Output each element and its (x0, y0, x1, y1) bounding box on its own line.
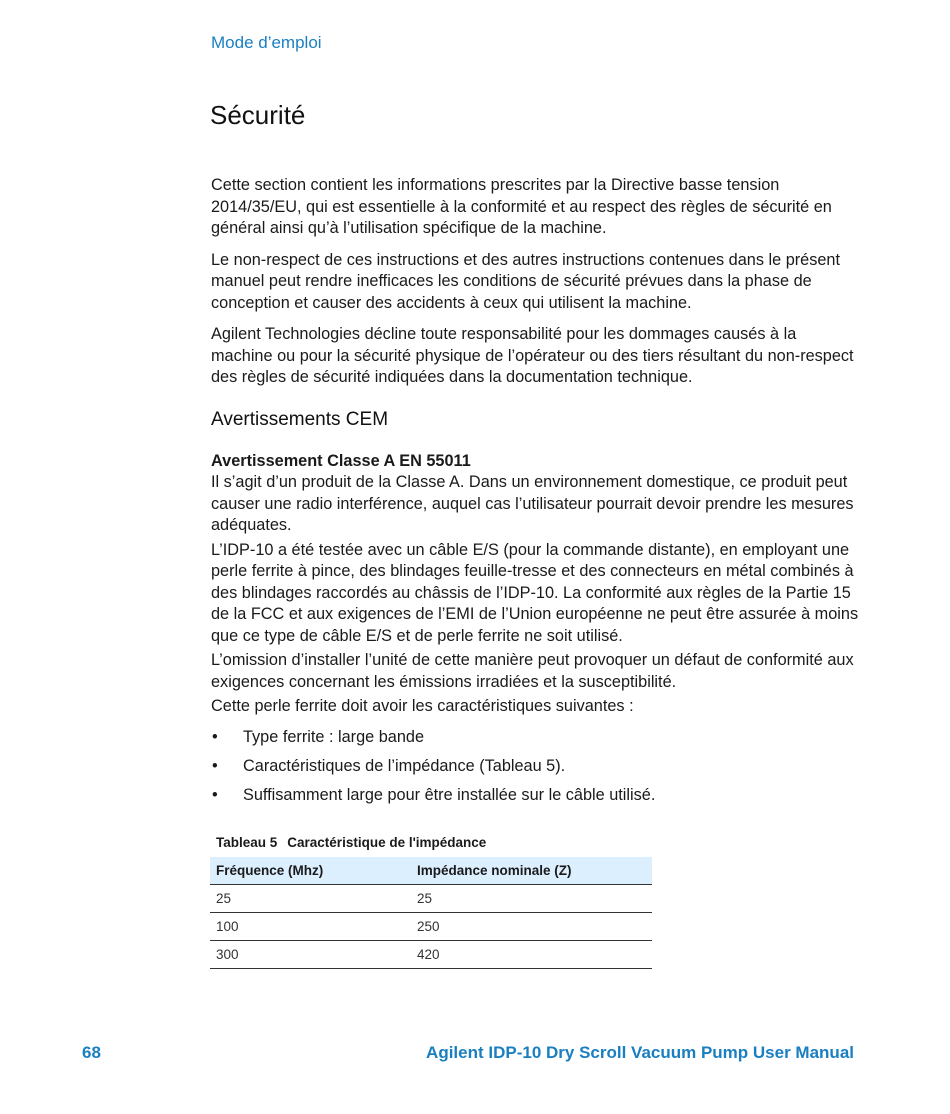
table-row (210, 913, 652, 941)
table-caption (216, 835, 486, 850)
table-cell-impedance: 420 (411, 941, 652, 969)
table-cell-frequency: 300 (210, 941, 411, 969)
sub-heading-class-a: Avertissement Classe A EN 55011 (211, 452, 471, 470)
bullet-icon: • (212, 727, 218, 746)
intro-paragraph: Le non-respect de ces instructions et des autres instructions contenues dans le présent manuel peut rendre inefficaces les conditions de sécurité prévues dans la phase de conception et causer des accidents à ceux qui utilisent la machine. (211, 250, 840, 312)
page-number: 68 (82, 1043, 101, 1062)
bullet-icon: • (212, 785, 218, 804)
column-header-impedance: Impédance nominale (Z) (411, 857, 652, 885)
table-number: Tableau 5 (216, 835, 278, 850)
emc-paragraph: L’omission d’installer l’unité de cette manière peut provoquer un défaut de conformité aux exigences concernant les émissions irradiées et la susceptibilité. (211, 651, 854, 691)
ferrite-requirements-list (211, 726, 861, 806)
intro-paragraph: Cette section contient les informations prescrites par la Directive basse tension 2014/35/EU, qui est essentielle à la conformité et au respect des règles de sécurité en général ainsi qu’à l’utilisation spécifique de la machine. (211, 176, 832, 237)
running-header: Mode d’emploi (211, 33, 322, 52)
table-title: Caractéristique de l'impédance (287, 835, 487, 850)
manual-title: Agilent IDP-10 Dry Scroll Vacuum Pump User Manual (426, 1043, 854, 1062)
column-header-frequency: Fréquence (Mhz) (210, 857, 411, 885)
list-item (211, 784, 861, 806)
main-content (211, 175, 861, 813)
table-header-row (210, 857, 652, 885)
table-row (210, 885, 652, 913)
emc-paragraph: Cette perle ferrite doit avoir les caractéristiques suivantes : (211, 697, 634, 715)
intro-paragraph: Agilent Technologies décline toute responsabilité pour les dommages causés à la machine ou pour la sécurité physique de l’opérateur ou des tiers résultant du non-respect des règles de sécurité indiquées dans la documentation technique. (211, 325, 854, 386)
section-heading-emc: Avertissements CEM (211, 408, 389, 430)
list-item (211, 755, 861, 777)
emc-paragraph: Il s’agit d’un produit de la Classe A. Dans un environnement domestique, ce produit peut causer une radio interférence, auquel cas l’utilisateur pourrait devoir prendre les mesures adéquates. (211, 473, 854, 534)
table-row (210, 941, 652, 969)
list-item-text: Suffisamment large pour être installée sur le câble utilisé. (243, 785, 656, 804)
list-item-text: Type ferrite : large bande (243, 727, 425, 746)
table-cell-impedance: 250 (411, 913, 652, 941)
emc-paragraph: L’IDP-10 a été testée avec un câble E/S (pour la commande distante), en employant une perle ferrite à pince, des blindages feuille-tresse et des connecteurs en métal combinés à des blindages raccordés au châssis de l’IDP-10. La conformité aux règles de la Partie 15 de la FCC et aux exigences de l’EMI de l’Union européenne ne peut être assurée à moins que ce type de câble E/S et de perle ferrite ne soit utilisé. (211, 540, 859, 645)
list-item (211, 726, 861, 748)
table-cell-frequency: 25 (210, 885, 411, 913)
list-item-text: Caractéristiques de l’impédance (Tableau 5). (243, 756, 566, 775)
bullet-icon: • (212, 756, 218, 775)
page-title: Sécurité (210, 100, 306, 130)
table-cell-frequency: 100 (210, 913, 411, 941)
impedance-table (210, 857, 652, 969)
table-cell-impedance: 25 (411, 885, 652, 913)
